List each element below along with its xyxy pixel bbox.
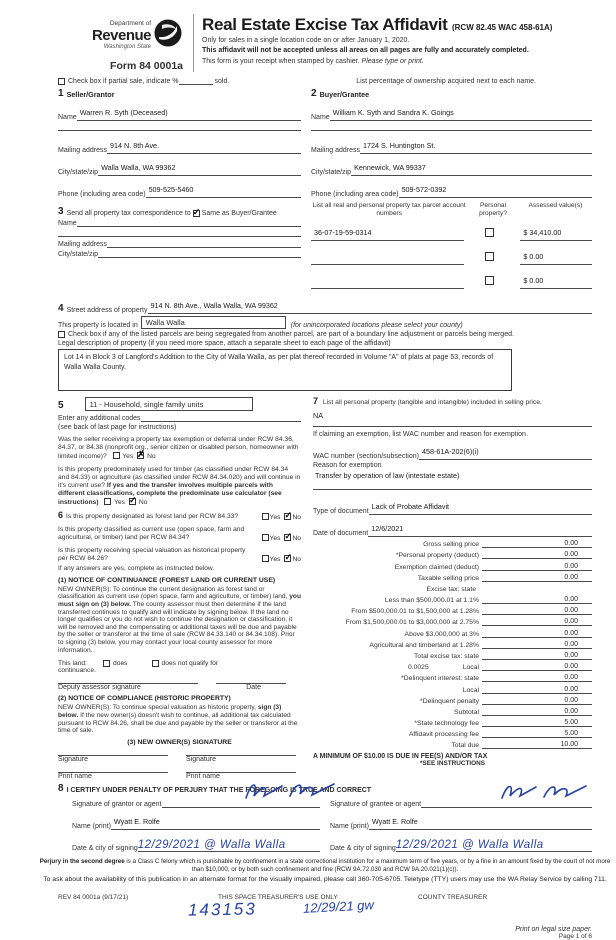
tax-row-value[interactable]: 0.00 <box>482 641 592 649</box>
checkmark: ✓ <box>192 207 201 217</box>
buyer-phone-label: Phone (including area code) <box>311 191 399 198</box>
yes-label: Yes <box>269 535 281 543</box>
seller-city-value[interactable]: Walla Walla, WA 99362 <box>101 163 176 172</box>
page-indicator: Page 1 of 6 <box>558 932 592 940</box>
checkmark: ✓ <box>129 494 137 505</box>
dept-of-label: Department of <box>109 20 151 28</box>
wac-number-label: WAC number (section/subsection) <box>313 453 419 461</box>
buyer-mailing-value[interactable]: 1724 S. Huntington St. <box>363 141 436 150</box>
historic-no-checkbox[interactable] <box>284 551 292 562</box>
page-title: Real Estate Excise Tax Affidavit <box>202 15 448 34</box>
street-address-label: Street address of property <box>66 307 148 315</box>
same-as-buyer-checkbox[interactable] <box>192 207 201 217</box>
grantor-name-print-value[interactable]: Wyatt E. Rolfe <box>113 816 160 826</box>
seller-name-line2[interactable] <box>58 130 301 131</box>
legal-description-box[interactable]: Lot 14 in Block 3 of Langford's Addition to the City of Walla Walla, as per plat thereof recorded in Volume "A" of plats at page 53, records of Walla Walla County. <box>58 349 512 391</box>
form-number: Form 84 0001a <box>110 60 183 72</box>
tax-row-label: From $1,500,000.01 to $3,000,000 at 2.75% <box>345 619 479 627</box>
segregated-label: Check box if any of the listed parcels are being segregated from another parcel, are part of a boundary line adjustment or parcels being merged. <box>68 331 514 339</box>
parcel-row <box>311 270 592 289</box>
form-header <box>58 14 592 72</box>
personal-property-checkbox[interactable] <box>485 276 494 285</box>
sold-label: sold. <box>214 78 230 85</box>
corr-city-label: City/state/zip <box>58 251 99 258</box>
grantor-signature-field[interactable] <box>162 798 320 808</box>
treasurer-space-label: THIS SPACE TREASURER'S USE ONLY <box>218 893 338 901</box>
deputy-assessor-label: Deputy assessor signature <box>58 684 141 692</box>
tax-row-label: Subtotal <box>454 708 479 716</box>
tax-row-value[interactable]: 0.00 <box>482 574 592 582</box>
no-label: No <box>292 555 301 563</box>
header-divider <box>193 14 194 72</box>
tax-row-value[interactable]: 0.00 <box>482 674 592 682</box>
buyer-name-value[interactable]: William K. Syth and Sandra K. Goings <box>332 108 454 117</box>
wac-number-value[interactable]: 458-61A-202(6)(i) <box>421 447 479 457</box>
continuance-label: continuance. <box>58 667 96 675</box>
print-legal-note: Print on legal size paper. <box>515 925 592 933</box>
ownership-note: List percentage of ownership acquired next to each name. <box>356 78 536 85</box>
buyer-city-label: City/state/zip <box>311 169 352 176</box>
tax-row-label: Gross selling price <box>423 541 479 549</box>
parcel-row <box>311 222 592 241</box>
tax-row-value[interactable]: 0.00 <box>482 607 592 615</box>
checkmark: ✓ <box>284 551 292 562</box>
print-name-label: Print name <box>58 772 92 780</box>
personal-property-list-label: 7 List all personal property (tangible and intangible) included in selling price. <box>313 396 542 407</box>
grantor-signature-label: Signature of grantor or agent <box>72 800 162 808</box>
does-not-qualify-checkbox[interactable] <box>152 660 159 667</box>
notice-compliance-title: (2) NOTICE OF COMPLIANCE (HISTORIC PROPERTY) <box>58 695 231 703</box>
corr-mailing-label: Mailing address <box>58 241 108 248</box>
grantor-name-print-label: Name (print) <box>72 822 111 830</box>
local-rate-value: 0.0025 <box>407 664 429 672</box>
same-as-buyer-label: Same as Buyer/Grantee <box>201 210 277 217</box>
tax-row-value[interactable]: 0.00 <box>482 652 592 660</box>
parcel-number[interactable] <box>311 252 317 261</box>
section6-number: 6 <box>58 510 64 521</box>
grantee-signature-field[interactable] <box>421 798 592 808</box>
checkmark: ✓ <box>284 510 292 521</box>
see-instructions-note: *SEE INSTRUCTIONS <box>420 760 485 768</box>
type-of-document-value[interactable]: Lack of Probate Affidavit <box>371 502 450 512</box>
checkmark: ✓ <box>284 531 292 542</box>
located-in-note: (for unincorporated locations please select your county) <box>290 322 463 330</box>
tax-row-value[interactable]: 5.00 <box>482 719 592 727</box>
date-of-document-label: Date of document <box>313 530 369 538</box>
exemption-instruction-note: If claiming an exemption, list WAC number and reason for exemption. <box>313 431 528 439</box>
section2-title: Buyer/Grantee <box>319 90 370 99</box>
corr-name-field[interactable] <box>77 226 301 227</box>
tax-row-value[interactable]: 0.00 <box>482 540 592 548</box>
buyer-name-line2[interactable] <box>311 130 592 131</box>
seller-exemption-question: Was the seller receiving a property tax exemption or deferral under RCW 84.36, 84.37, or 84.38 (nonprofit org., senior citizen or disabled person, homeowner with limited income)? Yes ✗ No <box>58 436 299 460</box>
header-note-3-italic: Please type or print. <box>361 57 424 65</box>
tax-row-value[interactable]: 0.00 <box>482 708 592 716</box>
tax-row-label: Local <box>462 686 479 694</box>
tax-row-label: Less than $500,000.01 at 1.1% <box>384 597 479 604</box>
certify-statement: I CERTIFY UNDER PENALTY OF PERJURY THAT THE FOREGOING IS TRUE AND CORRECT <box>66 786 372 794</box>
buyer-phone-value[interactable]: 509-572-0392 <box>401 185 447 194</box>
type-of-document-label: Type of document <box>313 508 369 516</box>
corr-name-label: Name <box>58 220 77 227</box>
dor-logo-icon <box>153 18 183 53</box>
tax-row-label: *Delinquent interest: state <box>401 675 479 683</box>
partial-sale-percent-field[interactable] <box>179 84 213 85</box>
corr-mailing-field[interactable] <box>107 247 301 248</box>
perjury-note: Perjury in the second degree is a Class C felony which is punishable by confinement in a state correctional institution for a maximum term of five years, or by a fine in an amount fixed by the court of not more than $10,000, or by both such confinement and fine (RCW 9A.72.030 and RCW 9A.20.021(1)(c)). <box>39 857 611 873</box>
yes-label: Yes <box>114 498 126 506</box>
tax-row-label: *Delinquent penalty <box>420 697 479 705</box>
additional-codes-field[interactable] <box>141 421 302 422</box>
additional-codes-label: Enter any additional codes <box>58 415 141 423</box>
section2-number: 2 <box>311 88 317 99</box>
excise-tax-state-header: Excise tax: state <box>426 585 476 593</box>
rev-form-number: REV 84 0001a (9/17/21) <box>58 893 129 901</box>
header-note-1: Only for sales in a single location code on or after January 1, 2020. <box>202 36 410 44</box>
yes-label: Yes <box>122 452 134 460</box>
deputy-date-label: Date <box>246 684 261 692</box>
county-treasurer-label: COUNTY TREASURER <box>418 893 488 901</box>
buyer-mailing-label: Mailing address <box>311 147 361 154</box>
tax-row-value[interactable]: 10.00 <box>482 741 592 749</box>
divider-line <box>313 426 592 427</box>
notice-continuance-text: NEW OWNER(S): To continue the current designation as forest land or classification as current use (open space, farm and agriculture, or timber) land, you must sign on (3) below. The county assessor must then determine if the land transferred continues to qualify and will indicate by signing below. If the land no longer qualifies or you do not wish to continue the designation or classification, it will be removed and the compensating or additional taxes will be due and payable by the seller or transferor at the time of sale (RCW 84.33.140 or 84.34.108). Prior to signing (3) below, you may contact your local county assessor for more information. <box>58 585 301 654</box>
rcw-reference: (RCW 82.45 WAC 458-61A) <box>451 23 553 32</box>
if-yes-note: If any answers are yes, complete as instructed below. <box>58 564 215 572</box>
tax-row-value[interactable]: 0.00 <box>482 697 592 705</box>
no-label: No <box>292 514 301 522</box>
current-use-yes-checkbox[interactable] <box>262 534 269 541</box>
tax-row-value[interactable]: 0.00 <box>482 686 592 694</box>
personal-property-checkbox[interactable] <box>485 252 494 261</box>
grantee-name-print-label: Name (print) <box>330 822 369 830</box>
tax-row-value[interactable]: 0.00 <box>482 630 592 638</box>
notice-compliance-text: NEW OWNER(S): To continue special valuation as historic property, sign (3) below. If the new owner(s) doesn't wish to continue, all additional tax calculated pursuant to RCW 84.26, shall be due and payable by the seller or transferor at the time of sale. <box>58 704 298 735</box>
tax-row-label: *State technology fee <box>414 720 479 728</box>
buyer-city-value[interactable]: Kennewick, WA 99337 <box>354 163 426 172</box>
timber-agriculture-question: Is this property predominately used for timber (as classified under RCW 84.34 and 84.33) or agriculture (as classified under RCW 84.34.020) and will continue in it's current use? If yes and the transfer involves multiple parcels with different classifications, complete the predominate use calculator (see instructions) Yes ✓ No <box>58 465 301 506</box>
reason-exemption-value[interactable]: Transfer by operation of law (intestate estate) <box>315 471 460 481</box>
divider-line <box>313 489 592 490</box>
section1-number: 1 <box>58 88 64 99</box>
revenue-wordmark: Revenue <box>91 26 151 44</box>
tax-row-label: Taxable selling price <box>417 574 479 582</box>
seller-mailing-label: Mailing address <box>58 147 108 154</box>
forest-yes-checkbox[interactable] <box>262 513 269 520</box>
date-of-document-value[interactable]: 12/6/2021 <box>371 524 404 534</box>
notice-continuance-title: (1) NOTICE OF CONTINUANCE (FOREST LAND OR CURRENT USE) <box>58 576 276 584</box>
header-note-2: This affidavit will not be accepted unless all areas on all pages are fully and accurately completed. <box>202 47 529 55</box>
tax-row-label: Total due <box>451 742 479 750</box>
tax-row-value[interactable]: 0.00 <box>482 596 592 604</box>
no-label: No <box>147 452 156 460</box>
does-qualify-checkbox[interactable] <box>103 660 110 667</box>
historic-property-question: Is this property receiving special valuation as historical property per RCW 84.26? <box>58 547 246 563</box>
forest-no-checkbox[interactable] <box>284 510 292 521</box>
seller-name-label: Name <box>58 114 77 121</box>
accessibility-note: To ask about the availability of this publication in an alternate format for the visually impaired, please call 360-705-6705. Teletype (TTY) users may use the WA Relay Service by calling 711. <box>43 876 607 884</box>
assessed-value-col-header: Assessed value(s) <box>528 202 583 209</box>
seller-phone-value[interactable]: 509-525-5460 <box>148 185 194 194</box>
x-mark: ✗ <box>137 448 145 459</box>
current-use-question: Is this property classified as current use (open space, farm and agricultural, or timber) land per RCW 84.34? <box>58 526 245 542</box>
tax-row-value[interactable]: 0.00 <box>482 563 592 571</box>
personal-property-list-value[interactable]: NA <box>313 411 323 421</box>
seller-name-value[interactable]: Warren R. Syth (Deceased) <box>79 108 168 117</box>
timber-no-checkbox[interactable] <box>129 494 137 505</box>
assessed-value[interactable]: $ 34,410.00 <box>523 228 562 238</box>
tax-row-value[interactable]: 0.00 <box>482 663 592 671</box>
no-label: No <box>138 498 148 506</box>
dor-logo-block <box>58 14 183 72</box>
grantor-date-city-label: Date & city of signing <box>72 844 138 852</box>
forest-land-question: Is this property designated as forest land per RCW 84.33? <box>66 513 239 521</box>
print-name-label: Print name <box>186 772 220 780</box>
section8-number: 8 <box>58 782 64 794</box>
current-use-no-checkbox[interactable] <box>284 531 292 542</box>
does-label: does <box>113 660 128 668</box>
corr-city-field[interactable] <box>98 257 301 258</box>
section5-number: 5 <box>58 400 64 412</box>
grantee-date-city-handwriting[interactable]: 12/29/2021 @ Walla Walla <box>395 838 544 851</box>
assessed-value[interactable]: $ 0.00 <box>523 276 544 286</box>
minimum-due-note: A MINIMUM OF $10.00 IS DUE IN FEE(S) AND/OR TAX <box>313 753 488 761</box>
grantee-date-city-label: Date & city of signing <box>330 844 396 852</box>
personal-property-checkbox[interactable] <box>485 228 494 237</box>
new-owners-signature-title: (3) NEW OWNER(S) SIGNATURE <box>127 738 232 746</box>
segregated-checkbox[interactable] <box>58 331 65 338</box>
section1-title: Seller/Grantor <box>66 90 115 99</box>
grantor-date-city-handwriting[interactable]: 12/29/2021 @ Walla Walla <box>137 838 286 851</box>
washington-state-label: Washington State <box>103 43 151 50</box>
tax-row-value[interactable]: 0.00 <box>482 618 592 626</box>
tax-row-label: Total excise tax: state <box>414 652 479 660</box>
tax-row-label: Agricultural and timberland at 1.28% <box>369 641 479 649</box>
grantee-name-print-value[interactable]: Wyatt E. Rolfe <box>371 816 418 826</box>
tax-row-label: *Personal property (deduct) <box>395 552 479 560</box>
reason-exemption-label: Reason for exemption <box>313 462 382 470</box>
buyer-name-label: Name <box>311 114 330 121</box>
treasurer-stamp-date: 12/29/21 gw <box>302 897 374 916</box>
assessed-value[interactable]: $ 0.00 <box>523 252 544 262</box>
corr-name-line2[interactable] <box>58 236 301 237</box>
tax-row-label: Affidavit processing fee <box>408 731 479 739</box>
does-not-label: does not qualify for <box>161 660 219 668</box>
yes-label: Yes <box>269 514 281 522</box>
signature-label: Signature <box>58 755 88 763</box>
exemption-no-checkbox[interactable] <box>137 448 145 459</box>
legal-description-label: Legal description of property (if you need more space, attach a separate sheet to each page of the affidavit) <box>58 340 391 348</box>
tax-row-label: Local <box>462 664 479 672</box>
tax-row-value[interactable]: 0.00 <box>482 551 592 559</box>
treasurer-stamp-number: 143153 <box>187 899 257 920</box>
section3-number: 3 <box>58 206 64 217</box>
timber-yes-checkbox[interactable] <box>104 498 111 505</box>
personal-property-col-header: Personal property? <box>479 202 507 217</box>
exemption-yes-checkbox[interactable] <box>113 452 120 459</box>
partial-sale-label: Check box if partial sale, indicate % <box>68 78 179 85</box>
land-use-code-select[interactable]: 11 - Household, single family units <box>85 397 253 411</box>
seller-phone-label: Phone (including area code) <box>58 191 146 198</box>
tax-row-label: Exemption claimed (deduct) <box>394 563 479 571</box>
header-note-3: This form is your receipt when stamped by cashier. <box>202 57 360 65</box>
parcel-number[interactable]: 36-07-19-59-0314 <box>314 228 372 238</box>
parcel-row <box>311 246 592 265</box>
section4-number: 4 <box>58 303 64 315</box>
seller-city-label: City/state/zip <box>58 169 99 176</box>
partial-sale-checkbox[interactable] <box>58 78 65 85</box>
section3-label: Send all property tax correspondence to <box>66 210 191 217</box>
tax-row-label: From $500,000.01 to $1,500,000 at 1.28% <box>351 608 479 616</box>
this-land-label: This land: <box>58 660 87 668</box>
county-select[interactable]: Walla Walla <box>141 316 286 329</box>
yes-label: Yes <box>269 555 281 563</box>
located-in-label: This property is located in <box>58 322 138 330</box>
historic-yes-checkbox[interactable] <box>262 555 269 562</box>
grantee-signature-label: Signature of grantee or agent <box>330 800 422 808</box>
parcel-table-header <box>311 202 592 217</box>
parcel-number[interactable] <box>311 276 317 285</box>
codes-instructions-note: (see back of last page for instructions) <box>58 424 177 432</box>
seller-mailing-value[interactable]: 914 N. 8th Ave. <box>110 141 160 150</box>
signature-label: Signature <box>186 755 216 763</box>
tax-row-label: Above $3,000,000 at 3% <box>404 630 479 638</box>
parcel-col-header: List all real and personal property tax parcel account numbers <box>312 202 466 217</box>
section7-number: 7 <box>313 396 319 407</box>
street-address-value[interactable]: 914 N. 8th Ave., Walla Walla, WA 99362 <box>150 301 278 311</box>
tax-row-value[interactable]: 5.00 <box>482 730 592 738</box>
no-label: No <box>292 535 301 543</box>
